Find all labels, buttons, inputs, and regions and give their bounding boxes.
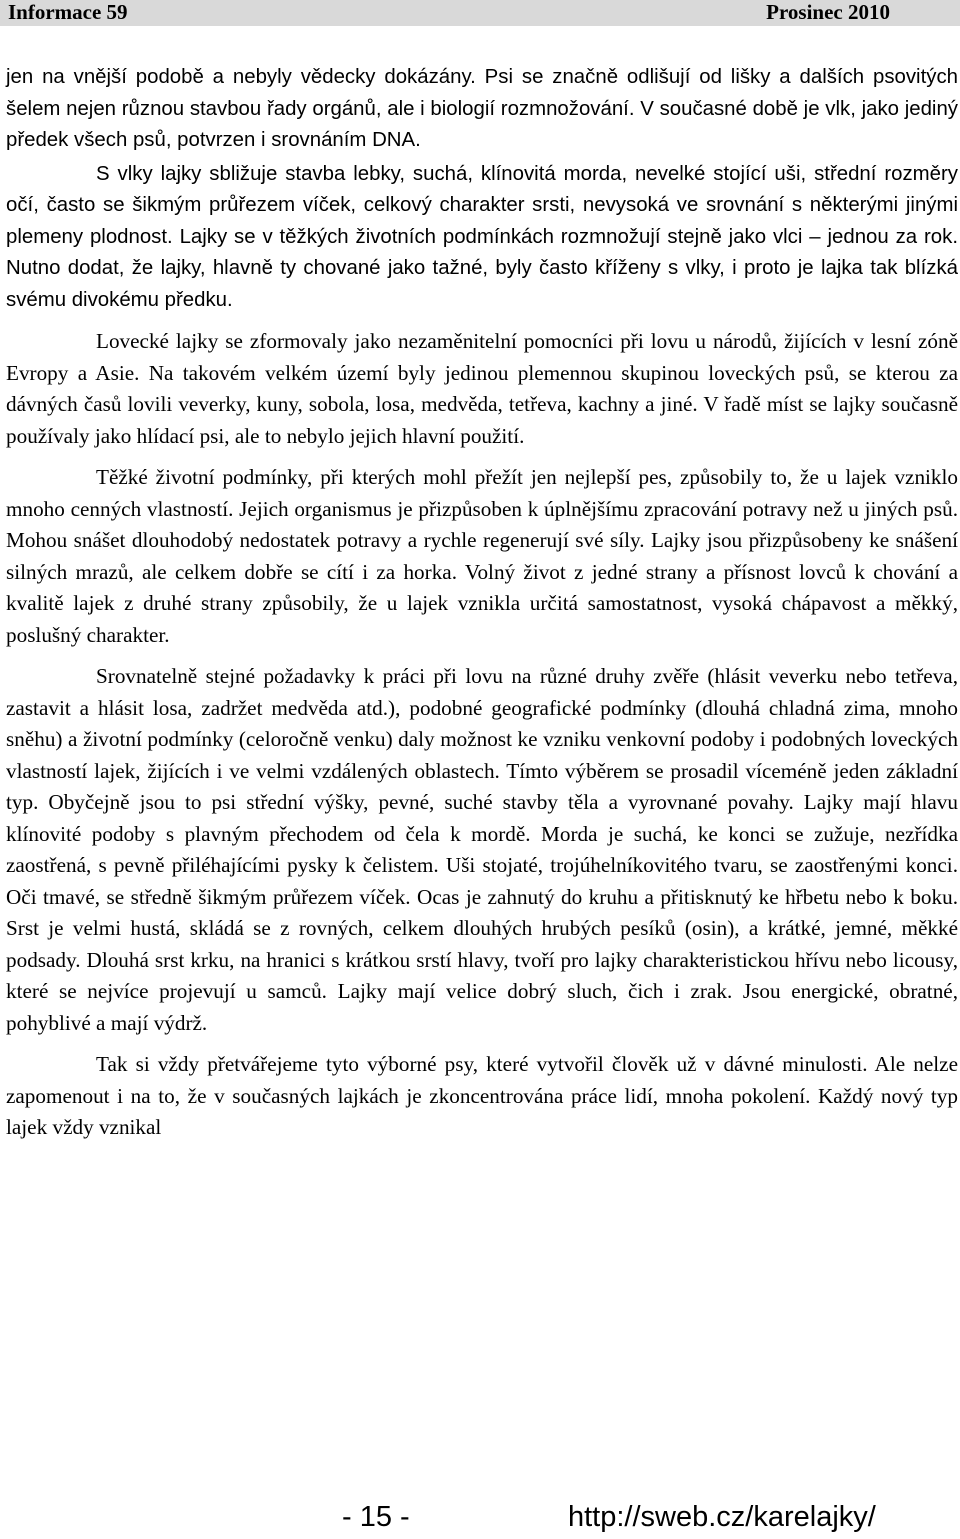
paragraph-5: Srovnatelně stejné požadavky k práci při lovu na různé druhy zvěře (hlásit veverku nebo tetřeva, zastavit a hlásit losa, zadržet medvěda atd.), podobné geografické podmínky (dlouhá chladná zima, mnoho sněhu) a životní podmínky (celoročně venku) daly možnost ke vzniku venkovní podoby i podobných loveckých vlastností lajek, žijících i ve velmi vzdálených oblastech. Tímto výběrem se prosadil víceméně jeden základní typ. Obyčejně jsou to psi střední výšky, pevné, suché stavby těla a vyrovnané povahy. Lajky mají hlavu klínovité podoby s plavným přechodem od čela k mordě. Morda je suchá, ke konci se zužuje, nezřídka zaostřená, s pevně přiléhajícími pysky k čelistem. Uši stojaté, trojúhelníkovitého tvaru, se zaostřenými konci. Oči tmavé, se středně šikmým průřezem víček. Ocas je zahnutý do kruhu a přitisknutý ke hřbetu nebo k boku. Srst je velmi hustá, skládá se z rovných, celkem dlouhých hrubých pesíků (osin), a krátké, jemné, měkké podsady. Dlouhá srst krku, na hranici s krátkou srstí hlavy, tvoří pro lajky charakteristickou hřívu nebo licousy, které se nejvíce projevují u samců. Lajky mají velice dobrý sluch, čich i zrak. Jsou energické, obratné, pohyblivé a mají výdrž. — [6, 664, 958, 1035]
paragraph-6: Tak si vždy přetvářejeme tyto výborné psy, které vytvořil člověk už v dávné minulosti. Ale nelze zapomenout i na to, že v současných lajkách je zkoncentrována práce lidí, mnoha pokolení. Každý nový typ lajek vždy vznikal — [6, 1052, 958, 1139]
paragraph-3: Lovecké lajky se zformovaly jako nezaměnitelní pomocníci při lovu u národů, žijících v lesní zóně Evropy a Asie. Na takovém velkém území byly jedinou plemennou skupinou loveckých psů, se kterou za dávných časů lovili veverky, kuny, sobola, losa, medvěda, tetřeva, kachny a jiné. V řadě míst se lajky současně používaly jako hlídací psi, ale to nebylo jejich hlavní použití. — [6, 329, 958, 448]
website-url: http://sweb.cz/karelajky/ — [568, 1501, 876, 1533]
issue-date: Prosinec 2010 — [766, 0, 890, 24]
paragraph-1: jen na vnější podobě a nebyly vědecky dokázány. Psi se značně odlišují od lišky a dalších psovitých šelem nejen různou stavbou řady orgánů, ale i biologií rozmnožování. V současné době je vlk, jako jediný předek všech psů, potvrzen i srovnáním DNA. — [6, 66, 958, 151]
page-number: - 15 - — [342, 1501, 410, 1533]
newsletter-issue: Informace 59 — [8, 0, 128, 24]
article-body — [6, 62, 958, 1144]
paragraph-4: Těžké životní podmínky, při kterých mohl přežít jen nejlepší pes, způsobily to, že u lajek vzniklo mnoho cenných vlastností. Jejich organismus je přizpůsoben k úplnějšímu zpracování potravy než u jiných psů. Mohou snášet dlouhodobý nedostatek potravy a rychle regenerují své síly. Lajky jsou přizpůsobeny ke snášení silných mrazů, ale celkem dobře se cítí i za horka. Volný život z jedné strany a přísnost lovců k chování a kvalitě lajek z druhé strany způsobily, že u lajek vznikla určitá samostatnost, vysoká chápavost a měkký, poslušný charakter. — [6, 465, 958, 647]
page-header — [0, 0, 960, 26]
page-footer — [0, 1501, 960, 1539]
paragraph-2: S vlky lajky sbližuje stavba lebky, suchá, klínovitá morda, nevelké stojící uši, střední rozměry očí, často se šikmým průřezem víček, celkový charakter srsti, nevysoká ve srovnání s některými jinými plemeny plodnost. Lajky se v těžkých životních podmínkách rozmnožují stejně jako vlci – jednou za rok. Nutno dodat, že lajky, hlavně ty chované jako tažné, byly často kříženy s vlky, i proto je lajka tak blízká svému divokému předku. — [6, 162, 958, 311]
